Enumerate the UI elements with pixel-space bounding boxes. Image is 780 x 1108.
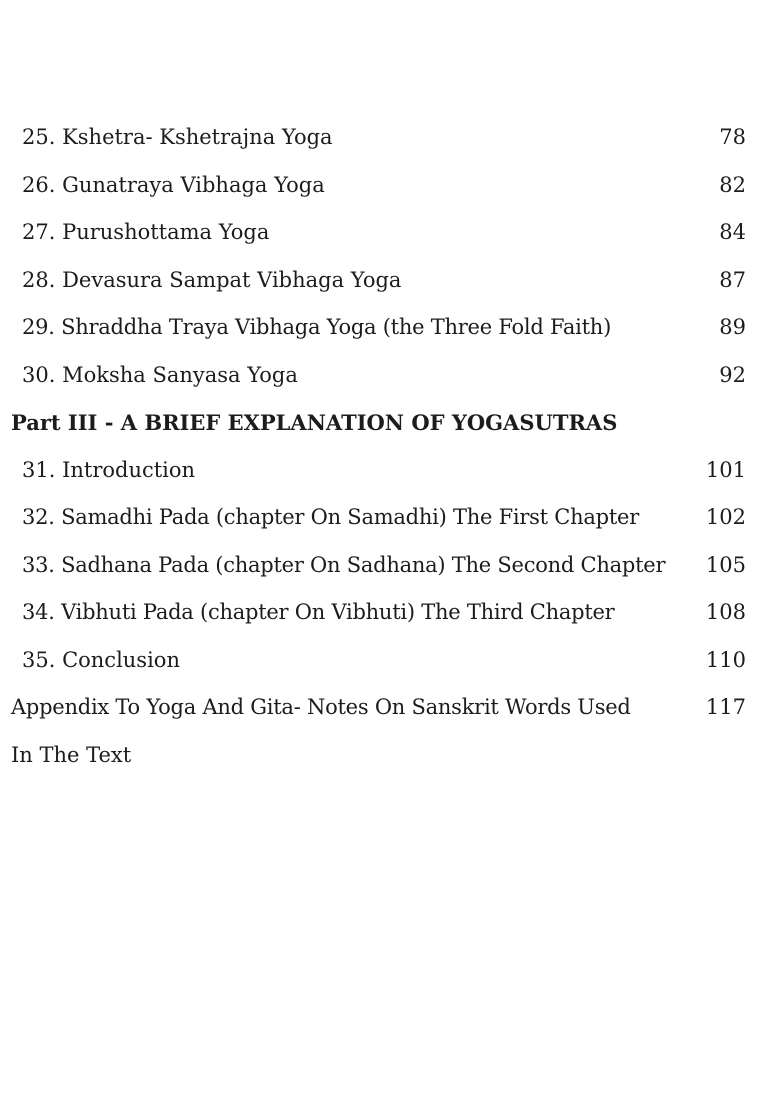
toc-entry-title: 33. Sadhana Pada (chapter On Sadhana) The Second Chapter [22,552,666,577]
toc-entry [0,114,780,162]
toc-entry-title: 26. Gunatraya Vibhaga Yoga [22,172,325,197]
toc-entry-page: 92 [719,362,746,387]
toc-entry-page: 84 [719,220,746,244]
appendix-entry-continuation [0,732,780,780]
toc-entry-title: 27. Purushottama Yoga [22,220,270,244]
table-of-contents [0,114,780,779]
toc-entry [0,542,780,590]
appendix-page: 117 [705,695,746,719]
part-heading [0,399,780,447]
toc-entry-page: 89 [719,315,746,339]
toc-entry-title: 29. Shraddha Traya Vibhaga Yoga (the Three Fold Faith) [22,315,612,339]
toc-entry-page: 78 [719,125,746,149]
toc-entry [0,304,780,352]
toc-entry-page: 101 [705,457,746,482]
toc-entry [0,352,780,400]
toc-entry-page: 82 [719,172,746,197]
toc-entry [0,589,780,637]
toc-entry [0,494,780,542]
toc-entry-page: 102 [705,505,746,529]
appendix-title-line-1: Appendix To Yoga And Gita- Notes On Sanskrit Words Used [11,695,631,719]
toc-entry [0,162,780,210]
toc-entry-title: 28. Devasura Sampat Vibhaga Yoga [22,267,402,292]
toc-entry-page: 105 [705,552,746,577]
toc-entry-title: 25. Kshetra- Kshetrajna Yoga [22,125,333,149]
toc-entry-page: 87 [719,267,746,292]
toc-entry-title: 31. Introduction [22,457,196,482]
toc-entry [0,209,780,257]
toc-entry [0,447,780,495]
part-heading-title: Part III - A BRIEF EXPLANATION OF YOGASUTRAS [11,410,618,435]
toc-entry-page: 110 [705,647,746,672]
toc-entry [0,637,780,685]
toc-entry-title: 34. Vibhuti Pada (chapter On Vibhuti) The Third Chapter [22,600,615,624]
toc-entry [0,257,780,305]
toc-entry-title: 35. Conclusion [22,647,180,672]
toc-entry-page: 108 [705,600,746,624]
appendix-entry [0,684,780,732]
appendix-title-line-2: In The Text [11,742,132,767]
toc-entry-title: 30. Moksha Sanyasa Yoga [22,362,298,387]
toc-entry-title: 32. Samadhi Pada (chapter On Samadhi) The First Chapter [22,505,640,529]
